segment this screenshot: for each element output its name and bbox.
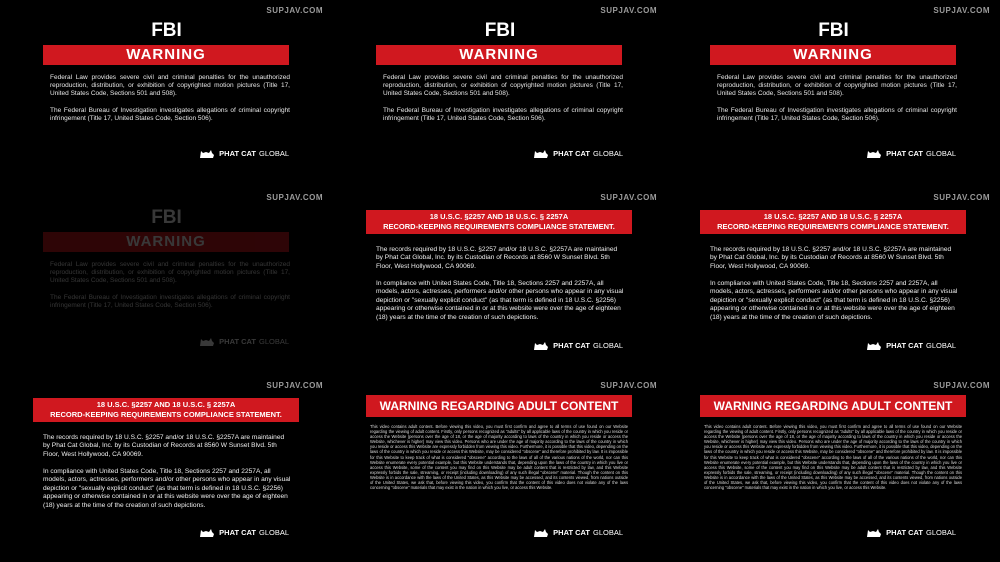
fbi-paragraph-2: The Federal Bureau of Investigation investigates allegations of criminal copyright infringement (Title 17, United States Code, Section 506). <box>50 294 290 310</box>
fbi-title: FBI <box>484 20 516 41</box>
frame-adult-1 <box>333 375 667 562</box>
warning-banner: WARNING <box>710 45 956 65</box>
usc-header-line-2: RECORD-KEEPING REQUIREMENTS COMPLIANCE STATEMENT. <box>383 222 615 231</box>
watermark: SUPJAV.COM <box>600 193 657 202</box>
fbi-title: FBI <box>151 207 182 228</box>
fbi-paragraph-2: The Federal Bureau of Investigation investigates allegations of criminal copyright infringement (Title 17, United States Code, Section 506). <box>383 107 623 123</box>
fbi-title: FBI <box>818 20 849 41</box>
logo-bold-text: PHAT CAT <box>886 528 923 537</box>
usc-banner <box>33 398 299 422</box>
warning-banner: WARNING <box>376 45 622 65</box>
frame-adult-2 <box>667 375 1000 562</box>
cat-icon <box>533 148 549 159</box>
phat-cat-logo <box>533 340 623 351</box>
logo-text: GLOBAL <box>258 149 289 158</box>
warning-banner: WARNING <box>43 232 289 252</box>
usc-paragraph-1: The records required by 18 U.S.C. §2257 and/or 18 U.S.C. §2257A are maintained by Phat Cat Global, Inc. by its Custodian of Records at 8560 W Sunset Blvd. 5th Floor, West Hollywood, CA 90069. <box>710 246 952 270</box>
usc-paragraph-2: In compliance with United States Code, Title 18, Sections 2257 and 2257A, all models, actors, actresses, performers and/or other persons who appear in any visual depiction or "sexually explicit conduct" (as that term is defined in 18 U.S.C. §2256) appearing or otherwise contained in or at this website were over the age of eighteen (18) years at the time of the creation of such depictions. <box>43 468 291 509</box>
adult-content-text: This video contains adult content. Before viewing this video, you must first confirm and agree to all terms of use found on our Website regarding the viewing of adult content. Firstly, only persons recognized as "adults" by all applicable laws of the country in which you reside or access the Website (persons over the age of 18, or the age of majority according to laws of the country in which you reside or access the Website, whichever is higher) may view this video. Persons who are under the age of majority according to the laws of the country in which you reside or access this Website are expressly forbidden from viewing this video. Furthermore, it is possible that this video, depending on the laws of the country in which you reside or access this Website, may be considered "obscene" and therefore prohibited by law. It is impossible for this Website to keep track of what is considered "obscene" according to the laws of all of the various nations of the world, nor can this Website enumerate every potential example, but this Website understands that, depending upon the laws of the country in which you live or access this Website, some of the content you may find on this Website may be adult content that is restricted by law, and this Website expressly forbids the sale, streaming, or receipt (including downloading) of any such illegal "obscene" material. Though the content on this Website is in accordance with the laws of the United States, as this Website may be accessed, and its contents viewed, from nations outside of the United States, we ask that, before viewing this video, you confirm that the content of this video does not violate any of the laws concerning "obscene" materials that may exist in the nation in which you live, or access this Website. <box>704 424 962 491</box>
frame-usc-3 <box>0 375 333 562</box>
usc-paragraph-2: In compliance with United States Code, Title 18, Sections 2257 and 2257A, all models, actors, actresses, performers and/or other persons who appear in any visual depiction or "sexually explicit conduct" (as that term is defined in 18 U.S.C. §2256) appearing or otherwise contained in or at this website were over the age of eighteen (18) years at the time of the creation of such depictions. <box>376 280 624 321</box>
logo-bold-text: PHAT CAT <box>219 528 256 537</box>
logo-bold-text: PHAT CAT <box>553 149 590 158</box>
cat-icon <box>866 148 882 159</box>
frame-usc-1 <box>333 187 667 375</box>
logo-bold-text: PHAT CAT <box>219 149 256 158</box>
watermark: SUPJAV.COM <box>933 6 990 15</box>
cat-icon <box>199 336 215 347</box>
logo-bold-text: PHAT CAT <box>219 337 256 346</box>
usc-paragraph-1: The records required by 18 U.S.C. §2257 and/or 18 U.S.C. §2257A are maintained by Phat Cat Global, Inc. by its Custodian of Records at 8560 W Sunset Blvd. 5th Floor, West Hollywood, CA 90069. <box>43 434 285 458</box>
usc-banner <box>366 210 632 234</box>
phat-cat-logo <box>866 527 956 538</box>
watermark: SUPJAV.COM <box>266 193 323 202</box>
adult-content-banner: WARNING REGARDING ADULT CONTENT <box>700 395 966 417</box>
logo-text: GLOBAL <box>592 341 623 350</box>
fbi-paragraph-2: The Federal Bureau of Investigation investigates allegations of criminal copyright infringement (Title 17, United States Code, Section 506). <box>717 107 957 123</box>
logo-bold-text: PHAT CAT <box>553 341 590 350</box>
logo-text: GLOBAL <box>925 341 956 350</box>
watermark: SUPJAV.COM <box>600 381 657 390</box>
usc-header-line-2: RECORD-KEEPING REQUIREMENTS COMPLIANCE STATEMENT. <box>717 222 949 231</box>
fbi-paragraph-2: The Federal Bureau of Investigation investigates allegations of criminal copyright infringement (Title 17, United States Code, Section 506). <box>50 107 290 123</box>
phat-cat-logo <box>866 340 956 351</box>
usc-header-line-1: 18 U.S.C. §2257 AND 18 U.S.C. § 2257A <box>96 400 236 409</box>
watermark: SUPJAV.COM <box>933 381 990 390</box>
phat-cat-logo <box>866 148 956 159</box>
cat-icon <box>866 340 882 351</box>
watermark: SUPJAV.COM <box>933 193 990 202</box>
frame-usc-2 <box>667 187 1000 375</box>
logo-text: GLOBAL <box>258 337 289 346</box>
watermark: SUPJAV.COM <box>266 381 323 390</box>
usc-header-line-1: 18 U.S.C. §2257 AND 18 U.S.C. § 2257A <box>763 212 903 221</box>
logo-text: GLOBAL <box>925 528 956 537</box>
usc-paragraph-1: The records required by 18 U.S.C. §2257 and/or 18 U.S.C. §2257A are maintained by Phat Cat Global, Inc. by its Custodian of Records at 8560 W Sunset Blvd. 5th Floor, West Hollywood, CA 90069. <box>376 246 618 270</box>
frame-fbi-2 <box>333 0 667 187</box>
cat-icon <box>199 527 215 538</box>
logo-bold-text: PHAT CAT <box>886 341 923 350</box>
frame-fbi-3 <box>667 0 1000 187</box>
fbi-title: FBI <box>151 20 182 41</box>
watermark: SUPJAV.COM <box>266 6 323 15</box>
phat-cat-logo <box>199 148 289 159</box>
fbi-paragraph-1: Federal Law provides severe civil and criminal penalties for the unauthorized reproduction, distribution, or exhibition of copyrighted motion pictures (Title 17, United States Code, Sections 501 and 508). <box>50 261 290 285</box>
logo-text: GLOBAL <box>925 149 956 158</box>
adult-content-text: This video contains adult content. Before viewing this video, you must first confirm and agree to all terms of use found on our Website regarding the viewing of adult content. Firstly, only persons recognized as "adults" by all applicable laws of the country in which you reside or access the Website (persons over the age of 18, or the age of majority according to laws of the country in which you reside or access the Website, whichever is higher) may view this video. Persons who are under the age of majority according to the laws of the country in which you reside or access this Website are expressly forbidden from viewing this video. Furthermore, it is possible that this video, depending on the laws of the country in which you reside or access this Website, may be considered "obscene" and therefore prohibited by law. It is impossible for this Website to keep track of what is considered "obscene" according to the laws of all of the various nations of the world, nor can this Website enumerate every potential example, but this Website understands that, depending upon the laws of the country in which you live or access this Website, some of the content you may find on this Website may be adult content that is restricted by law, and this Website expressly forbids the sale, streaming, or receipt (including downloading) of any such illegal "obscene" material. Though the content on this Website is in accordance with the laws of the United States, as this Website may be accessed, and its contents viewed, from nations outside of the United States, we ask that, before viewing this video, you confirm that the content of this video does not violate any of the laws concerning "obscene" materials that may exist in the nation in which you live, or access this Website. <box>370 424 628 491</box>
frame-fbi-faded <box>0 187 333 375</box>
frame-fbi-1 <box>0 0 333 187</box>
cat-icon <box>199 148 215 159</box>
logo-text: GLOBAL <box>592 149 623 158</box>
adult-content-banner: WARNING REGARDING ADULT CONTENT <box>366 395 632 417</box>
phat-cat-logo <box>533 527 623 538</box>
cat-icon <box>866 527 882 538</box>
fbi-paragraph-1: Federal Law provides severe civil and criminal penalties for the unauthorized reproduction, distribution, or exhibition of copyrighted motion pictures (Title 17, United States Code, Sections 501 and 508). <box>50 74 290 98</box>
cat-icon <box>533 527 549 538</box>
phat-cat-logo <box>533 148 623 159</box>
usc-banner <box>700 210 966 234</box>
fbi-paragraph-1: Federal Law provides severe civil and criminal penalties for the unauthorized reproduction, distribution, or exhibition of copyrighted motion pictures (Title 17, United States Code, Sections 501 and 508). <box>717 74 957 98</box>
phat-cat-logo <box>199 336 289 347</box>
logo-bold-text: PHAT CAT <box>886 149 923 158</box>
cat-icon <box>533 340 549 351</box>
logo-text: GLOBAL <box>258 528 289 537</box>
usc-paragraph-2: In compliance with United States Code, Title 18, Sections 2257 and 2257A, all models, actors, actresses, performers and/or other persons who appear in any visual depiction or "sexually explicit conduct" (as that term is defined in 18 U.S.C. §2256) appearing or otherwise contained in or at this website were over the age of eighteen (18) years at the time of the creation of such depictions. <box>710 280 958 321</box>
phat-cat-logo <box>199 527 289 538</box>
warning-banner: WARNING <box>43 45 289 65</box>
usc-header-line-1: 18 U.S.C. §2257 AND 18 U.S.C. § 2257A <box>429 212 569 221</box>
logo-text: GLOBAL <box>592 528 623 537</box>
watermark: SUPJAV.COM <box>600 6 657 15</box>
fbi-paragraph-1: Federal Law provides severe civil and criminal penalties for the unauthorized reproduction, distribution, or exhibition of copyrighted motion pictures (Title 17, United States Code, Sections 501 and 508). <box>383 74 623 98</box>
logo-bold-text: PHAT CAT <box>553 528 590 537</box>
usc-header-line-2: RECORD-KEEPING REQUIREMENTS COMPLIANCE STATEMENT. <box>50 410 282 419</box>
